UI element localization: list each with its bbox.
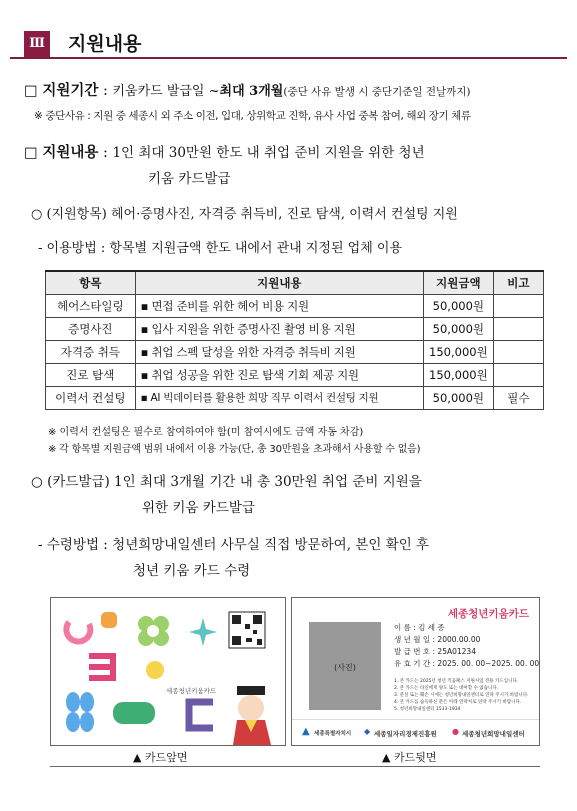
cell-amount: 50,000원 — [424, 317, 494, 340]
card-back-notes — [394, 678, 529, 713]
table-header-row — [46, 271, 544, 294]
logo-city: 세종특별자치시 — [314, 731, 352, 737]
card-issue-line-1: ○ (카드발급) 1인 최대 3개월 기간 내 총 30만원 취업 준비 지원을 — [31, 474, 422, 490]
photo-placeholder — [309, 622, 381, 710]
cell-note — [493, 317, 543, 340]
caption-divider — [50, 766, 540, 767]
card-field-validity: 유 효 기 간 : 2025. 00. 00~2025. 00. 00 — [394, 659, 540, 668]
card-front-artwork — [51, 598, 285, 745]
card-issue-line-2: 위한 키움 카드발급 — [142, 500, 255, 516]
cell-desc: ▪ 면접 준비를 위한 헤어 비용 지원 — [135, 294, 423, 317]
table-row — [46, 363, 544, 386]
card-back-logos — [292, 719, 539, 745]
header-amount: 지원금액 — [424, 271, 494, 294]
card-field-name: 이 름 : 김 세 종 — [394, 623, 445, 632]
period-bullet: □ — [24, 83, 38, 99]
card-front-brand: 세종청년키움카드 — [166, 687, 217, 695]
table-row — [46, 386, 544, 409]
receive-line-1: - 수령방법 : 청년희망내일센터 사무실 직접 방문하여, 본인 확인 후 — [38, 537, 430, 553]
header-note: 비고 — [493, 271, 543, 294]
card-note: 5. 청년희망내일센터 1533-1934 — [394, 707, 461, 712]
logo-center: 세종청년희망내일센터 — [462, 730, 525, 738]
period-label: 지원기간 — [42, 83, 99, 99]
header-item: 항목 — [46, 271, 136, 294]
cell-amount: 150,000원 — [424, 363, 494, 386]
content-label: 지원내용 — [42, 145, 99, 161]
cell-note — [493, 363, 543, 386]
content-text-2: 키움 카드발급 — [148, 171, 231, 187]
receive-line-2: 청년 키움 카드 수령 — [133, 563, 251, 579]
orange-square-shape — [101, 612, 117, 628]
content-bullet: □ — [24, 145, 38, 161]
cell-item: 진로 탐색 — [46, 363, 136, 386]
period-line — [24, 79, 471, 100]
header-desc: 지원내용 — [135, 271, 423, 294]
cell-item: 자격증 취득 — [46, 340, 136, 363]
period-bold: 최대 3개월 — [219, 84, 284, 99]
period-note: ※ 중단사유 : 지원 중 세종시 외 주소 이전, 입대, 상위학교 진학, 유사 사업 중복 참여, 해외 장기 체류 — [34, 110, 471, 122]
card-note: 3. 분실 또는 훼손 시에는 청년희망내일센터로 연락 주시기 바랍니다. — [394, 693, 529, 698]
cell-item: 증명사진 — [46, 317, 136, 340]
cell-note: 필수 — [493, 386, 543, 409]
cell-desc: ▪ 취업 성공을 위한 진로 탐색 기회 제공 지원 — [135, 363, 423, 386]
cell-item: 헤어스타일링 — [46, 294, 136, 317]
period-text: 키움카드 발급일 ~ — [112, 84, 220, 99]
photo-label: (사진) — [334, 663, 356, 672]
card-field-birth: 생 년 월 일 : 2000.00.00 — [394, 635, 481, 644]
cell-amount: 150,000원 — [424, 340, 494, 363]
usage-line: - 이용방법 : 항목별 지원금액 한도 내에서 관내 지정된 업체 이용 — [38, 241, 403, 256]
yellow-dot-shape — [146, 661, 164, 679]
qr-code-icon — [229, 612, 265, 648]
cell-desc: ▪ AI 빅데이터를 활용한 희망 직무 이력서 컨설팅 지원 — [135, 386, 423, 409]
card-front-caption: ▲ 카드앞면 — [133, 751, 188, 764]
cell-item: 이력서 컨설팅 — [46, 386, 136, 409]
section-number: Ⅲ — [24, 31, 50, 57]
table-row — [46, 294, 544, 317]
footnote-2: ※ 각 항목별 지원금액 범위 내에서 이용 가능(단, 총 30만원을 초과해서 사용할 수 없음) — [48, 444, 421, 455]
items-line: ○ (지원항목) 헤어·증명사진, 자격증 취득비, 진로 탐색, 이력서 컨설팅 지원 — [31, 207, 458, 222]
green-wave-shape — [113, 702, 155, 724]
support-table — [45, 270, 544, 410]
period-colon: : — [98, 83, 113, 99]
cell-desc: ▪ 입사 지원을 위한 증명사진 촬영 비용 지원 — [135, 317, 423, 340]
content-line — [24, 141, 425, 162]
center-logo-icon: ● — [452, 727, 459, 736]
card-front-image — [50, 597, 286, 746]
card-back-image — [291, 597, 540, 746]
cell-desc: ▪ 취업 스펙 달성을 위한 자격증 취득비 지원 — [135, 340, 423, 363]
cell-note — [493, 340, 543, 363]
card-field-number: 발 급 번 호 : 25A01234 — [394, 647, 476, 656]
content-text-1: 1인 최대 30만원 한도 내 취업 준비 지원을 위한 청년 — [112, 145, 425, 161]
section-header — [10, 23, 567, 59]
cell-note — [493, 294, 543, 317]
card-back-caption: ▲ 카드뒷면 — [382, 751, 437, 764]
footnote-1: ※ 이력서 컨설팅은 필수로 참여하여야 함(미 참여시에도 금액 자동 차감) — [48, 427, 364, 438]
cell-amount: 50,000원 — [424, 386, 494, 409]
period-small: (중단 사유 발생 시 중단기준일 전날까지) — [283, 86, 471, 98]
card-note: 1. 본 카드는 2025년 청년 키움패스 지원사업 전용 카드입니다. — [394, 679, 519, 684]
agency-logo-icon: ◆ — [364, 727, 371, 736]
cell-amount: 50,000원 — [424, 294, 494, 317]
city-logo-icon: ▲ — [302, 726, 310, 737]
logo-agency: 세종일자리경제진흥원 — [374, 730, 437, 738]
card-note: 2. 본 카드는 타인에게 양도 또는 대여할 수 없습니다. — [394, 686, 499, 691]
card-note: 4. 본 카드를 습득하신 분은 아래 연락처로 연락 주시기 바랍니다. — [394, 700, 522, 705]
content-colon: : — [98, 145, 113, 161]
table-row — [46, 340, 544, 363]
table-row — [46, 317, 544, 340]
section-title: 지원내용 — [68, 33, 142, 55]
card-back-title: 세종청년키움카드 — [447, 608, 529, 620]
